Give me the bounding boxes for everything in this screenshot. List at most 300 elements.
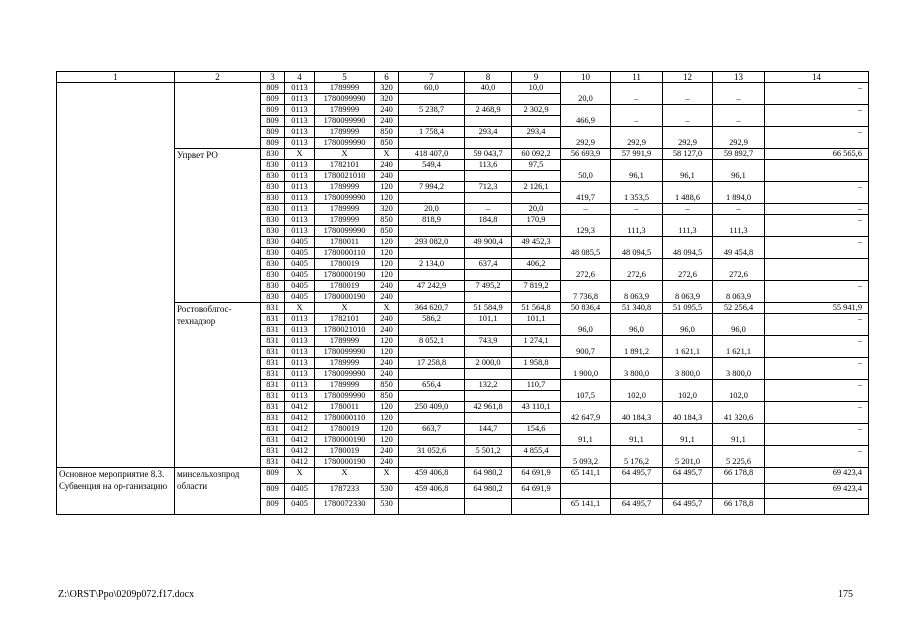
value-7	[399, 457, 465, 468]
value-11: 292,9	[611, 127, 663, 149]
code-cell: 240	[375, 314, 399, 325]
value-13: 66 178,8	[713, 499, 765, 515]
code-cell: 1780011	[315, 402, 375, 413]
value-14: –	[765, 446, 869, 468]
column-number-11: 11	[611, 72, 663, 83]
value-9: 1 274,1	[512, 336, 561, 347]
code-cell: X	[375, 303, 399, 314]
column-number-8: 8	[465, 72, 512, 83]
code-cell: 240	[375, 105, 399, 116]
value-12: 91,1	[663, 424, 713, 446]
code-cell: 830	[261, 182, 285, 193]
column-number-4: 4	[285, 72, 315, 83]
value-7	[399, 171, 465, 182]
value-12: 111,3	[663, 215, 713, 237]
value-8	[465, 457, 512, 468]
value-14	[765, 499, 869, 515]
code-cell: 809	[261, 483, 285, 499]
code-cell: 1787233	[315, 483, 375, 499]
column-number-row	[57, 72, 869, 83]
column-number-3: 3	[261, 72, 285, 83]
value-9: 49 452,3	[512, 237, 561, 248]
column-number-2: 2	[175, 72, 261, 83]
value-9: 60 092,2	[512, 149, 561, 160]
value-8	[465, 138, 512, 149]
code-cell: X	[315, 149, 375, 160]
code-cell: 120	[375, 259, 399, 270]
code-cell: 830	[261, 226, 285, 237]
code-cell: 831	[261, 435, 285, 446]
code-cell: 1780000110	[315, 413, 375, 424]
code-cell: 831	[261, 413, 285, 424]
code-cell: 1782101	[315, 314, 375, 325]
code-cell: 0405	[285, 248, 315, 259]
program-cell-subvention: Основное мероприятие 8.3. Субвенция на ор-ганизацию	[57, 468, 175, 515]
code-cell: 850	[375, 138, 399, 149]
value-7: 7 994,2	[399, 182, 465, 193]
value-9: 101,1	[512, 314, 561, 325]
value-9: 64 691,9	[512, 468, 561, 484]
value-10: 56 693,9	[561, 149, 611, 160]
value-8: 712,3	[465, 182, 512, 193]
table-row	[57, 83, 869, 94]
value-13: 1 894,0	[713, 182, 765, 204]
value-12: 64 495,7	[663, 468, 713, 484]
code-cell: 1789999	[315, 336, 375, 347]
value-11: 8 063,9	[611, 281, 663, 303]
value-11: 91,1	[611, 424, 663, 446]
value-14: –	[765, 336, 869, 358]
code-cell: 240	[375, 281, 399, 292]
value-7	[399, 391, 465, 402]
code-cell: 240	[375, 160, 399, 171]
value-11: 111,3	[611, 215, 663, 237]
code-cell: 0113	[285, 138, 315, 149]
value-13: 272,6	[713, 259, 765, 281]
value-14: 55 941,9	[765, 303, 869, 314]
code-cell: X	[285, 149, 315, 160]
value-7: 364 620,7	[399, 303, 465, 314]
value-7	[399, 435, 465, 446]
value-14: –	[765, 105, 869, 127]
code-cell: 120	[375, 336, 399, 347]
code-cell: 0412	[285, 446, 315, 457]
value-8: 132,2	[465, 380, 512, 391]
code-cell: 1780000190	[315, 457, 375, 468]
value-8	[465, 435, 512, 446]
value-7: 418 407,0	[399, 149, 465, 160]
code-cell: 120	[375, 424, 399, 435]
value-7: 20,0	[399, 204, 465, 215]
value-8: 49 900,4	[465, 237, 512, 248]
code-cell: 0113	[285, 160, 315, 171]
value-9	[512, 499, 561, 515]
value-11: 57 991,9	[611, 149, 663, 160]
code-cell: 831	[261, 380, 285, 391]
code-cell: X	[285, 303, 315, 314]
value-9: 406,2	[512, 259, 561, 270]
value-12: –	[663, 204, 713, 215]
code-cell: 830	[261, 204, 285, 215]
code-cell: X	[375, 149, 399, 160]
code-cell: 809	[261, 127, 285, 138]
code-cell: 1782101	[315, 160, 375, 171]
value-14: –	[765, 281, 869, 303]
value-9	[512, 413, 561, 424]
value-9	[512, 292, 561, 303]
value-9: 2 302,9	[512, 105, 561, 116]
code-cell: 0113	[285, 215, 315, 226]
value-10: 42 647,9	[561, 402, 611, 424]
value-10: 272,6	[561, 259, 611, 281]
value-10: 107,5	[561, 380, 611, 402]
code-cell: 0113	[285, 171, 315, 182]
code-cell: 830	[261, 160, 285, 171]
value-8: –	[465, 204, 512, 215]
value-12: 58 127,0	[663, 149, 713, 160]
value-12: 64 495,7	[663, 499, 713, 515]
code-cell: 1780019	[315, 424, 375, 435]
code-cell: 530	[375, 499, 399, 515]
value-8	[465, 413, 512, 424]
value-10: 96,0	[561, 314, 611, 336]
value-8: 64 980,2	[465, 483, 512, 499]
table-row	[57, 149, 869, 160]
value-13: 52 256,4	[713, 303, 765, 314]
code-cell: 831	[261, 347, 285, 358]
code-cell: 0113	[285, 105, 315, 116]
code-cell: 1780019	[315, 281, 375, 292]
value-7: 586,2	[399, 314, 465, 325]
value-12: 96,0	[663, 314, 713, 336]
value-12: 272,6	[663, 259, 713, 281]
value-9	[512, 347, 561, 358]
value-12: 102,0	[663, 380, 713, 402]
code-cell: 240	[375, 369, 399, 380]
code-cell: 1789999	[315, 105, 375, 116]
code-cell: X	[285, 468, 315, 484]
value-9: 154,6	[512, 424, 561, 435]
value-11: 96,0	[611, 314, 663, 336]
value-13: 49 454,8	[713, 237, 765, 259]
value-10: 900,7	[561, 336, 611, 358]
code-cell: 831	[261, 314, 285, 325]
value-13: 111,3	[713, 215, 765, 237]
code-cell: 831	[261, 424, 285, 435]
value-8: 42 961,8	[465, 402, 512, 413]
code-cell: 850	[375, 215, 399, 226]
value-13: –	[713, 83, 765, 105]
code-cell: 0113	[285, 127, 315, 138]
program-cell-blank	[57, 83, 175, 468]
code-cell: 1780011	[315, 237, 375, 248]
code-cell: 120	[375, 248, 399, 259]
code-cell: 1780000110	[315, 248, 375, 259]
code-cell: 831	[261, 402, 285, 413]
value-9: 51 564,8	[512, 303, 561, 314]
value-8: 59 043,7	[465, 149, 512, 160]
code-cell: 809	[261, 83, 285, 94]
value-9: 4 855,4	[512, 446, 561, 457]
value-13: 66 178,8	[713, 468, 765, 484]
value-7: 293 082,0	[399, 237, 465, 248]
value-13: 5 225,6	[713, 446, 765, 468]
code-cell: 1789999	[315, 204, 375, 215]
value-7: 656,4	[399, 380, 465, 391]
value-11: 51 340,8	[611, 303, 663, 314]
code-cell: 0113	[285, 391, 315, 402]
value-7	[399, 138, 465, 149]
code-cell: 809	[261, 94, 285, 105]
value-10	[561, 483, 611, 499]
value-8: 113,6	[465, 160, 512, 171]
value-13: 8 063,9	[713, 281, 765, 303]
code-cell: 320	[375, 94, 399, 105]
value-12: 40 184,3	[663, 402, 713, 424]
code-cell: 1780000190	[315, 270, 375, 281]
value-13: –	[713, 105, 765, 127]
value-10: 91,1	[561, 424, 611, 446]
value-7	[399, 193, 465, 204]
value-10: 1 900,0	[561, 358, 611, 380]
value-12: 8 063,9	[663, 281, 713, 303]
value-8: 637,4	[465, 259, 512, 270]
agency-cell-minselkhozprod: минсельхозпрод области	[175, 468, 261, 515]
code-cell: 240	[375, 358, 399, 369]
value-11: 102,0	[611, 380, 663, 402]
value-11: 5 176,2	[611, 446, 663, 468]
code-cell: 1780072330	[315, 499, 375, 515]
value-8	[465, 292, 512, 303]
value-10: 129,3	[561, 215, 611, 237]
value-14: –	[765, 380, 869, 402]
value-9: 97,5	[512, 160, 561, 171]
code-cell: 831	[261, 457, 285, 468]
value-11: –	[611, 204, 663, 215]
code-cell: 240	[375, 446, 399, 457]
code-cell: 0405	[285, 270, 315, 281]
value-11: 64 495,7	[611, 499, 663, 515]
value-9: 7 819,2	[512, 281, 561, 292]
value-8	[465, 499, 512, 515]
value-7: 459 406,8	[399, 483, 465, 499]
code-cell: 1789999	[315, 83, 375, 94]
value-8	[465, 248, 512, 259]
value-9	[512, 391, 561, 402]
code-cell: 830	[261, 215, 285, 226]
page-number: 175	[838, 589, 853, 600]
column-number-5: 5	[315, 72, 375, 83]
value-11: 96,1	[611, 160, 663, 182]
code-cell: 1780099990	[315, 347, 375, 358]
code-cell: 831	[261, 358, 285, 369]
code-cell: 0113	[285, 358, 315, 369]
value-14: 69 423,4	[765, 468, 869, 484]
value-13: 3 800,0	[713, 358, 765, 380]
code-cell: 0113	[285, 226, 315, 237]
value-8	[465, 94, 512, 105]
code-cell: 830	[261, 281, 285, 292]
value-8	[465, 325, 512, 336]
code-cell: 1789999	[315, 215, 375, 226]
code-cell: 1789999	[315, 380, 375, 391]
value-7	[399, 116, 465, 127]
agency-cell-blank	[175, 83, 261, 149]
value-10: 5 093,2	[561, 446, 611, 468]
code-cell: 0113	[285, 83, 315, 94]
value-7	[399, 292, 465, 303]
value-10: 466,9	[561, 105, 611, 127]
code-cell: 1789999	[315, 127, 375, 138]
value-9	[512, 369, 561, 380]
code-cell: 1789999	[315, 182, 375, 193]
value-12: –	[663, 83, 713, 105]
code-cell: 1780000190	[315, 435, 375, 446]
value-14	[765, 160, 869, 182]
code-cell: 1780099990	[315, 138, 375, 149]
value-14: –	[765, 358, 869, 380]
value-7: 250 409,0	[399, 402, 465, 413]
value-11: 3 800,0	[611, 358, 663, 380]
value-14: 66 565,6	[765, 149, 869, 160]
column-number-9: 9	[512, 72, 561, 83]
value-9: 2 126,1	[512, 182, 561, 193]
value-7: 818,9	[399, 215, 465, 226]
code-cell: 120	[375, 413, 399, 424]
value-14: –	[765, 204, 869, 215]
value-8: 184,8	[465, 215, 512, 226]
value-14: –	[765, 215, 869, 237]
value-14: –	[765, 182, 869, 204]
value-7: 8 052,1	[399, 336, 465, 347]
code-cell: 0113	[285, 325, 315, 336]
value-14	[765, 259, 869, 281]
value-10: 65 141,1	[561, 468, 611, 484]
agency-cell-gostekhnadzor: Ростовоблгос-технадзор	[175, 303, 261, 468]
code-cell: 0113	[285, 336, 315, 347]
value-13	[713, 483, 765, 499]
code-cell: 831	[261, 303, 285, 314]
code-cell: 0412	[285, 457, 315, 468]
code-cell: 831	[261, 369, 285, 380]
value-8	[465, 347, 512, 358]
value-13: 96,1	[713, 160, 765, 182]
value-10: –	[561, 204, 611, 215]
value-13: 96,0	[713, 314, 765, 336]
value-11: 48 094,5	[611, 237, 663, 259]
code-cell: 0113	[285, 94, 315, 105]
code-cell: 120	[375, 193, 399, 204]
value-12: 96,1	[663, 160, 713, 182]
code-cell: 0113	[285, 204, 315, 215]
code-cell: 1780021010	[315, 171, 375, 182]
code-cell: 831	[261, 325, 285, 336]
value-8	[465, 171, 512, 182]
value-9	[512, 270, 561, 281]
value-10: 20,0	[561, 83, 611, 105]
code-cell: 1780099990	[315, 391, 375, 402]
value-14: –	[765, 83, 869, 105]
value-10: 65 141,1	[561, 499, 611, 515]
value-12: 3 800,0	[663, 358, 713, 380]
value-8	[465, 270, 512, 281]
value-8: 2 000,0	[465, 358, 512, 369]
code-cell: 830	[261, 248, 285, 259]
code-cell: 809	[261, 105, 285, 116]
value-12: –	[663, 105, 713, 127]
value-9	[512, 138, 561, 149]
code-cell: 120	[375, 270, 399, 281]
value-8	[465, 391, 512, 402]
code-cell: 809	[261, 138, 285, 149]
code-cell: 831	[261, 336, 285, 347]
value-9	[512, 248, 561, 259]
value-8: 293,4	[465, 127, 512, 138]
code-cell: 1780099990	[315, 369, 375, 380]
code-cell: 240	[375, 325, 399, 336]
code-cell: 0113	[285, 193, 315, 204]
code-cell: 1780099990	[315, 226, 375, 237]
code-cell: 850	[375, 127, 399, 138]
value-9: 43 110,1	[512, 402, 561, 413]
value-7: 5 238,7	[399, 105, 465, 116]
code-cell: 830	[261, 270, 285, 281]
code-cell: 0405	[285, 292, 315, 303]
value-7: 31 052,6	[399, 446, 465, 457]
code-cell: 809	[261, 499, 285, 515]
value-14: 69 423,4	[765, 483, 869, 499]
code-cell: 1780099990	[315, 193, 375, 204]
code-cell: 120	[375, 435, 399, 446]
value-8: 101,1	[465, 314, 512, 325]
value-8	[465, 193, 512, 204]
code-cell: 0405	[285, 499, 315, 515]
column-number-12: 12	[663, 72, 713, 83]
value-12: 1 488,6	[663, 182, 713, 204]
code-cell: 809	[261, 116, 285, 127]
value-12: 1 621,1	[663, 336, 713, 358]
value-8: 7 495,2	[465, 281, 512, 292]
code-cell: 1780099990	[315, 94, 375, 105]
value-7: 2 134,0	[399, 259, 465, 270]
value-9: 1 958,8	[512, 358, 561, 369]
code-cell: 831	[261, 391, 285, 402]
code-cell: 120	[375, 182, 399, 193]
code-cell: 120	[375, 237, 399, 248]
value-10: 292,9	[561, 127, 611, 149]
value-14: –	[765, 314, 869, 336]
value-9	[512, 116, 561, 127]
value-9: 10,0	[512, 83, 561, 94]
code-cell: 0412	[285, 402, 315, 413]
value-7: 60,0	[399, 83, 465, 94]
value-7	[399, 94, 465, 105]
code-cell: 1780019	[315, 259, 375, 270]
value-8	[465, 226, 512, 237]
code-cell: 0405	[285, 259, 315, 270]
value-12: 5 201,0	[663, 446, 713, 468]
code-cell: 1780019	[315, 446, 375, 457]
value-11: 272,6	[611, 259, 663, 281]
value-12: 48 094,5	[663, 237, 713, 259]
code-cell: 0412	[285, 435, 315, 446]
code-cell: 0113	[285, 380, 315, 391]
code-cell: 0405	[285, 483, 315, 499]
value-9	[512, 171, 561, 182]
code-cell: 0113	[285, 314, 315, 325]
code-cell: 0412	[285, 413, 315, 424]
code-cell: X	[315, 303, 375, 314]
